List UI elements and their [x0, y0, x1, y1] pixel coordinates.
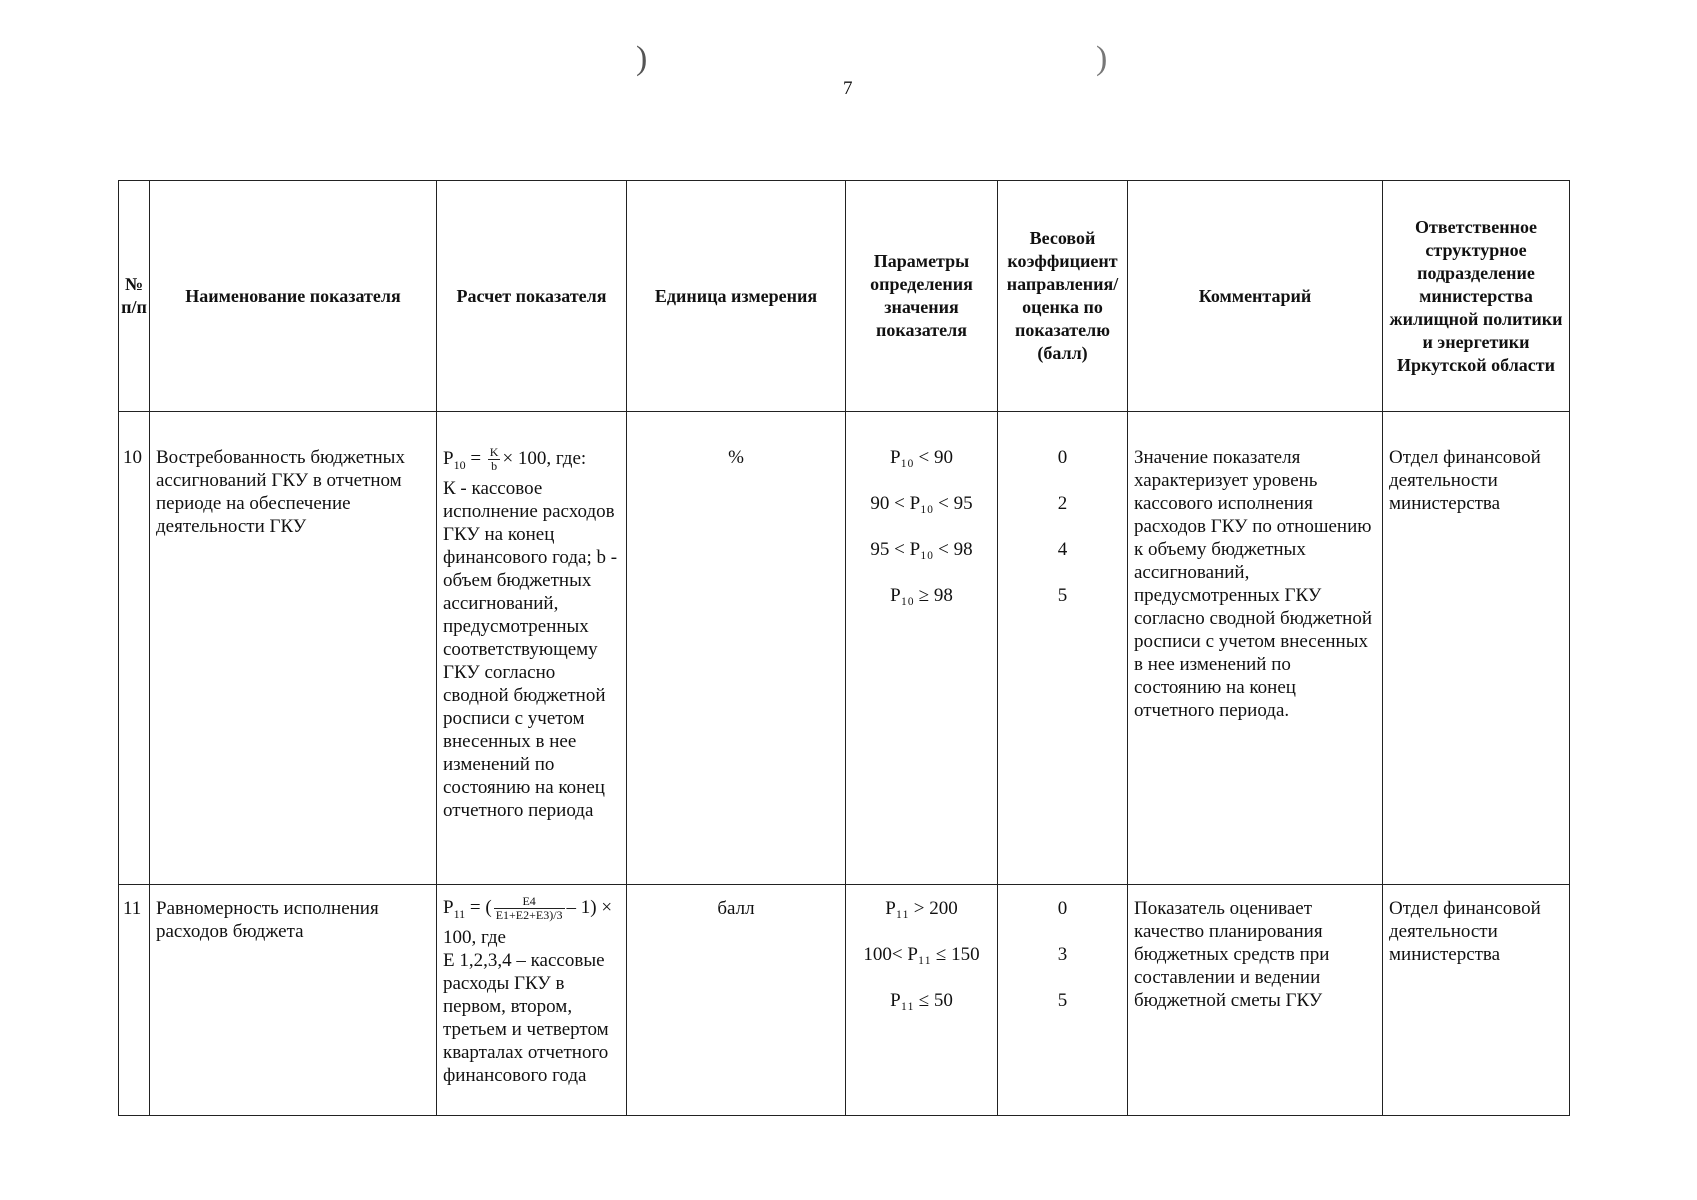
margin-mark-right: ) [1096, 40, 1108, 77]
unit: балл [627, 885, 846, 1116]
indicator-calculation [437, 412, 627, 885]
page-number: 7 [843, 78, 853, 99]
unit: % [627, 412, 846, 885]
calculation-description: К - кассовое исполнение расходов ГКУ на конец финансового года; b - объем бюджетных ассигнований, предусмотренных соответствующему ГКУ согласно сводной бюджетной росписи с учетом внесенных в нее изменений по состоянию на конец отчетного периода [443, 477, 618, 821]
calculation-description: Е 1,2,3,4 – кассовые расходы ГКУ в первом, втором, третьем и четвертом кварталах отчетного финансового года [443, 949, 609, 1086]
parameter: P₁₁ ≤ 50 [890, 990, 953, 1011]
score: 0 [1057, 447, 1068, 468]
score: 3 [1057, 944, 1068, 965]
score: 5 [1057, 585, 1068, 606]
indicator-name: Равномерность исполнения расходов бюджета [150, 885, 437, 1116]
comment: Значение показателя характеризует уровень кассового исполнения расходов ГКУ по отношению к объему бюджетных ассигнований, предусмотренных ГКУ согласно сводной бюджетной росписи с учетом внесенных в нее изменений по состоянию на конец отчетного периода. [1128, 412, 1383, 885]
row-number: 10 [119, 412, 150, 885]
indicator-calculation [437, 885, 627, 1116]
indicators-table [118, 180, 1570, 1116]
scores [998, 885, 1128, 1116]
parameter: 95 < P₁₀ < 98 [870, 539, 973, 560]
responsible-unit: Отдел финансовой деятельности министерства [1383, 412, 1570, 885]
header-number: № п/п [119, 181, 150, 412]
header-parameters: Параметры определения значения показателя [846, 181, 998, 412]
table-header-row [119, 181, 1570, 412]
score: 0 [1057, 898, 1068, 919]
table-row [119, 885, 1570, 1116]
score: 4 [1057, 539, 1068, 560]
responsible-unit: Отдел финансовой деятельности министерства [1383, 885, 1570, 1116]
header-unit: Единица измерения [627, 181, 846, 412]
comment: Показатель оценивает качество планирования бюджетных средств при составлении и ведении бюджетной сметы ГКУ [1128, 885, 1383, 1116]
parameter: 90 < P₁₀ < 95 [870, 493, 973, 514]
header-comment: Комментарий [1128, 181, 1383, 412]
score: 5 [1057, 990, 1068, 1011]
scores [998, 412, 1128, 885]
parameters [846, 885, 998, 1116]
header-calculation: Расчет показателя [437, 181, 627, 412]
indicator-name: Востребованность бюджетных ассигнований ГКУ в отчетном периоде на обеспечение деятельности ГКУ [150, 412, 437, 885]
header-indicator-name: Наименование показателя [150, 181, 437, 412]
header-responsible: Ответственное структурное подразделение министерства жилищной политики и энергетики Иркутской области [1383, 181, 1570, 412]
margin-mark-left: ) [636, 40, 648, 77]
header-weight: Весовой коэффициент направления/оценка по показателю (балл) [998, 181, 1128, 412]
table-row [119, 412, 1570, 885]
parameter: P₁₀ < 90 [889, 447, 954, 468]
formula: $P_{11}$ = ( $\frac{E4}{E1+E2+E3)/3}$ – 1) × 100, где [443, 894, 613, 948]
row-number: 11 [119, 885, 150, 1116]
parameter: 100< P₁₁ ≤ 150 [863, 944, 980, 965]
parameter: P₁₁ > 200 [885, 898, 958, 919]
score: 2 [1057, 493, 1068, 514]
parameter: P₁₀ ≥ 98 [890, 585, 953, 606]
parameters [846, 412, 998, 885]
formula: $P_{10}$ = $\frac{K}{b}$ × 100, где: [443, 445, 587, 473]
